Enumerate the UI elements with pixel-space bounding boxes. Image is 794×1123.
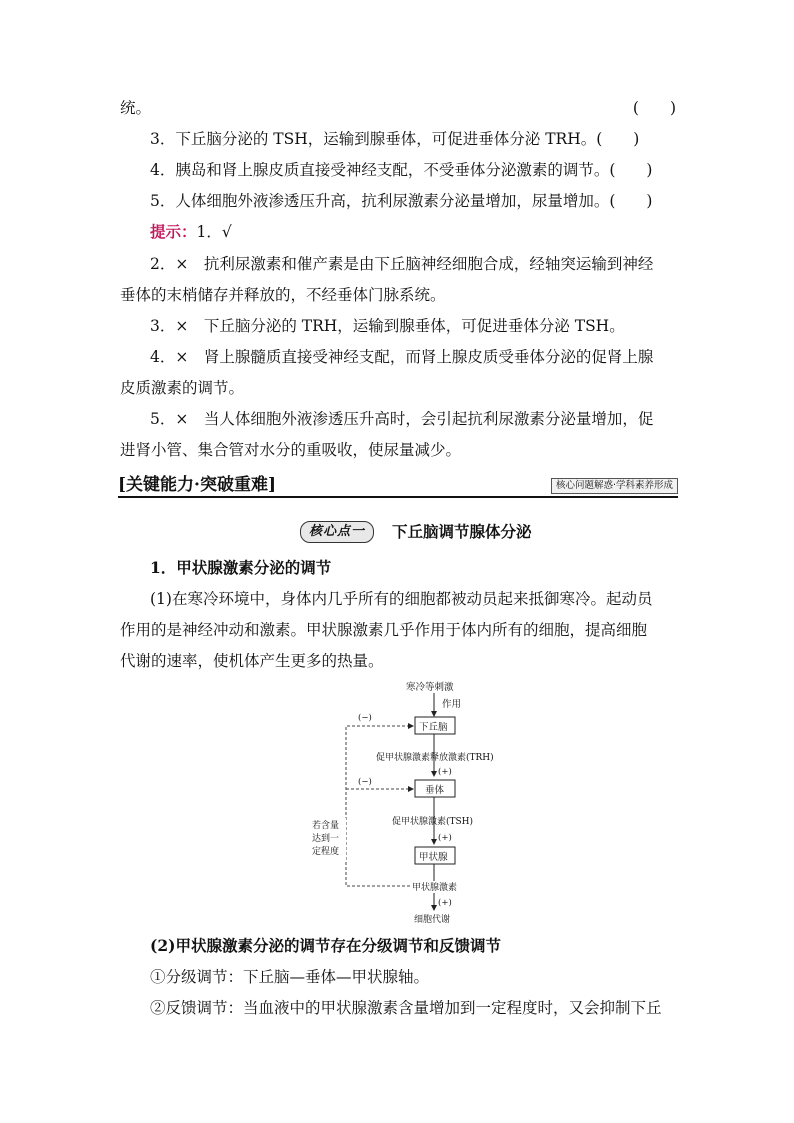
answer-5-line-2: 进肾小管、集合管对水分的重吸收，使尿量减少。: [120, 441, 462, 459]
minus-sign-2: (−): [358, 777, 372, 787]
paragraph-1-line-3: 代谢的速率，使机体产生更多的热量。: [120, 652, 384, 670]
question-4: 4．胰岛和肾上腺皮质直接受神经支配，不受垂体分泌激素的调节。( ): [150, 161, 653, 179]
paragraph-1-line-2: 作用的是神经冲动和激素。甲状腺激素几乎作用于体内所有的细胞，提高细胞: [120, 621, 648, 639]
answer-2-line-2: 垂体的末梢储存并释放的，不经垂体门脉系统。: [120, 286, 446, 304]
core-point-badge: 核心点一: [300, 521, 374, 543]
answer-4-line-1: 4．× 肾上腺髓质直接受神经支配，而肾上腺皮质受垂体分泌的促肾上腺: [150, 348, 654, 366]
section-title: [关键能力·突破重难]: [118, 475, 277, 495]
metabolism-label: 细胞代谢: [414, 915, 451, 925]
hint-label: 提示：: [150, 222, 197, 241]
question-text: 统。: [120, 99, 152, 117]
section-header: [118, 474, 678, 498]
condition-label-1: 若含量: [312, 821, 340, 831]
question-line-2-end: [120, 98, 676, 118]
hint-answer-1: 1．√: [196, 223, 232, 241]
hypothalamus-label: 下丘脑: [419, 722, 448, 733]
stimulus-label-2: 作用: [442, 699, 462, 710]
pituitary-label: 垂体: [425, 785, 445, 796]
plus-sign-2: (+): [438, 833, 452, 843]
thyroid-label: 甲状腺: [419, 852, 448, 863]
subheading-1: 1．甲状腺激素分泌的调节: [150, 558, 332, 577]
answer-3: 3．× 下丘脑分泌的 TRH，运输到腺垂体，可促进垂体分泌 TSH。: [150, 317, 625, 335]
answer-blank: ( ): [632, 99, 676, 117]
core-point-title: 下丘脑调节腺体分泌: [392, 522, 532, 541]
section-tag: 核心问题解惑·学科素养形成: [551, 478, 678, 494]
question-3: 3．下丘脑分泌的 TSH，运输到腺垂体，可促进垂体分泌 TRH。( ): [150, 130, 640, 148]
answer-2-line-1: 2．× 抗利尿激素和催产素是由下丘脑神经细胞合成，经轴突运输到神经: [150, 255, 654, 273]
condition-label-3: 定程度: [312, 847, 340, 857]
plus-sign-1: (+): [438, 767, 452, 777]
paragraph-1-line-1: (1)在寒冷环境中，身体内几乎所有的细胞都被动员起来抵御寒冷。起动员: [150, 590, 653, 608]
paragraph-2: ①分级调节：下丘脑—垂体—甲状腺轴。: [150, 968, 430, 986]
hormone-label: 甲状腺激素: [412, 883, 458, 893]
plus-sign-3: (+): [438, 898, 452, 908]
condition-label-2: 达到一: [312, 834, 340, 844]
answer-5-line-1: 5．× 当人体细胞外液渗透压升高时，会引起抗利尿激素分泌量增加，促: [150, 410, 654, 428]
paragraph-3: ②反馈调节：当血液中的甲状腺激素含量增加到一定程度时，又会抑制下丘: [150, 999, 662, 1017]
core-point-heading: [300, 521, 680, 543]
answer-4-line-2: 皮质激素的调节。: [120, 379, 245, 397]
feedback-arrow-hypothalamus: [346, 726, 413, 886]
question-5: 5．人体细胞外液渗透压升高，抗利尿激素分泌量增加，尿量增加。( ): [150, 192, 653, 210]
stimulus-label-1: 寒冷等刺激: [406, 682, 454, 693]
subheading-2: (2)甲状腺激素分泌的调节存在分级调节和反馈调节: [150, 936, 501, 955]
hint-line: [150, 222, 676, 242]
minus-sign-1: (−): [358, 713, 372, 723]
trh-label: 促甲状腺激素释放激素(TRH): [376, 753, 494, 763]
thyroid-regulation-diagram: [300, 680, 530, 925]
tsh-label: 促甲状腺激素(TSH): [392, 817, 474, 827]
